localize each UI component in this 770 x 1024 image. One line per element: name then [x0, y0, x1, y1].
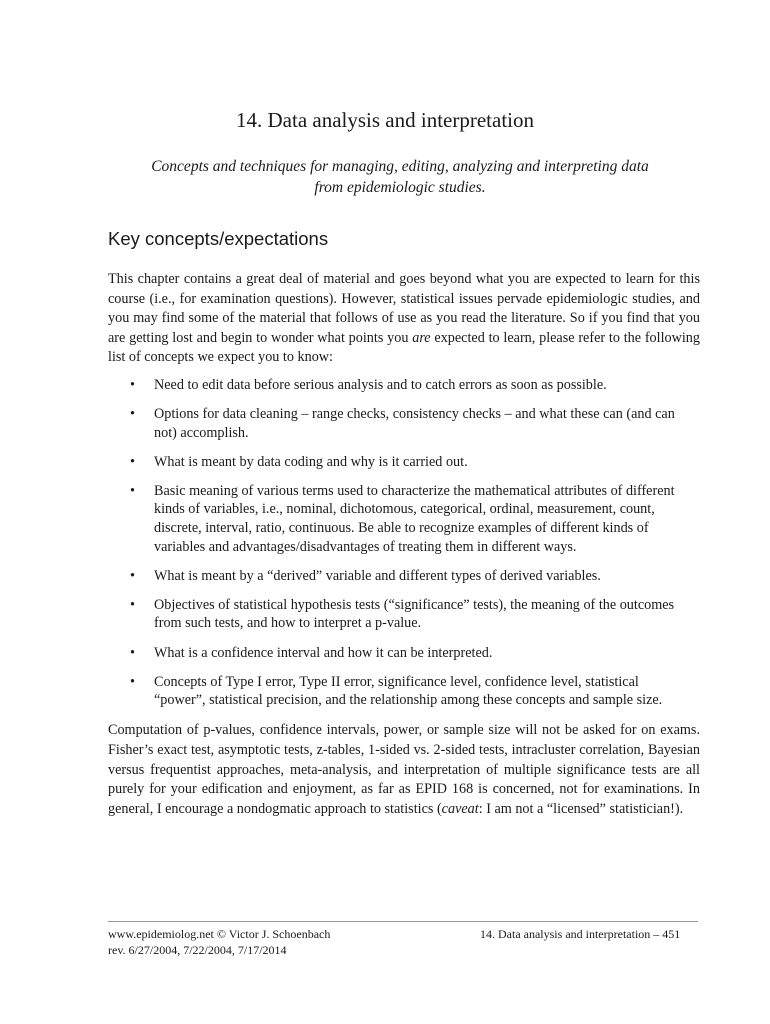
- list-item: [108, 453, 700, 472]
- chapter-title: 14. Data analysis and interpretation: [236, 108, 534, 132]
- list-item: [108, 673, 700, 710]
- footer-divider: [108, 921, 698, 922]
- footer-revision: rev. 6/27/2004, 7/22/2004, 7/17/2014: [108, 943, 287, 957]
- intro-paragraph: [108, 270, 700, 368]
- intro-emphasis: are: [412, 329, 431, 346]
- bullet-icon: •: [130, 673, 135, 690]
- list-item: [108, 405, 700, 442]
- list-item: [108, 376, 700, 395]
- list-item: [108, 567, 700, 586]
- list-item-text: What is meant by a “derived” variable and different types of derived variables.: [154, 567, 601, 584]
- bullet-icon: •: [130, 596, 135, 613]
- bullet-icon: •: [130, 567, 135, 584]
- chapter-subtitle: Concepts and techniques for managing, editing, analyzing and interpreting data from epidemiologic studies.: [151, 158, 649, 196]
- intro-text-part1: This chapter contains a great deal of material and goes beyond what you are expected to learn for this course (i.e., for examination questions). However, statistical issues pervade epidemiologic studies, and you may find some of the material that follows of use as you read the literature. So if you find that you are getting lost and begin to wonder what points you: [108, 271, 700, 346]
- list-item: [108, 482, 700, 556]
- list-item-text: Need to edit data before serious analysis and to catch errors as soon as possible.: [154, 377, 607, 393]
- list-item-text: What is meant by data coding and why is it carried out.: [154, 453, 468, 470]
- concepts-list: [108, 376, 700, 720]
- list-item: [108, 596, 700, 633]
- bullet-icon: •: [130, 644, 135, 661]
- list-item-text: Objectives of statistical hypothesis tests (“significance” tests), the meaning of the outcomes from such tests, and how to interpret a p-value.: [154, 596, 675, 632]
- footer-page-label: 14. Data analysis and interpretation – 451: [480, 927, 681, 941]
- closing-emphasis: caveat: [441, 801, 479, 818]
- section-heading: Key concepts/expectations: [108, 228, 329, 249]
- closing-text-part1: Computation of p-values, confidence intervals, power, or sample size will not be asked for on exams. Fisher’s exact test, asymptotic tests, z-tables, 1-sided vs. 2-sided tests, intracluster correlation, Bayesian versus frequentist approaches, meta-analysis, and interpretation of multiple significance tests are all purely for your edification and enjoyment, as far as EPID 168 is concerned, not for examinations. In general, I encourage a nondogmatic approach to statistics (: [108, 722, 700, 818]
- list-item-text: Basic meaning of various terms used to characterize the mathematical attributes of different kinds of variables, i.e., nominal, dichotomous, categorical, ordinal, measurement, count, discrete, interval, ratio, continuous. Be able to recognize examples of different kinds of variables and advantages/disadvantages of treating them in different ways.: [154, 482, 675, 555]
- bullet-icon: •: [130, 482, 135, 499]
- bullet-icon: •: [130, 377, 135, 393]
- closing-paragraph: [108, 721, 700, 820]
- footer-copyright: www.epidemiolog.net © Victor J. Schoenbach: [108, 927, 331, 941]
- bullet-icon: •: [130, 406, 135, 423]
- list-item-text: Options for data cleaning – range checks, consistency checks – and what these can (and can not) accomplish.: [154, 406, 675, 441]
- bullet-icon: •: [130, 453, 135, 470]
- closing-text-part2: : I am not a “licensed” statistician!).: [478, 801, 684, 818]
- list-item: [108, 644, 700, 663]
- list-item-text: Concepts of Type I error, Type II error, significance level, confidence level, statistical “power”, statistical precision, and the relationship among these concepts and sample size.: [154, 673, 663, 709]
- footer-left: [108, 926, 330, 958]
- intro-text-part2: expected to learn, please refer to the following list of concepts we expect you to know:: [108, 329, 700, 366]
- list-item-text: What is a confidence interval and how it can be interpreted.: [154, 644, 493, 661]
